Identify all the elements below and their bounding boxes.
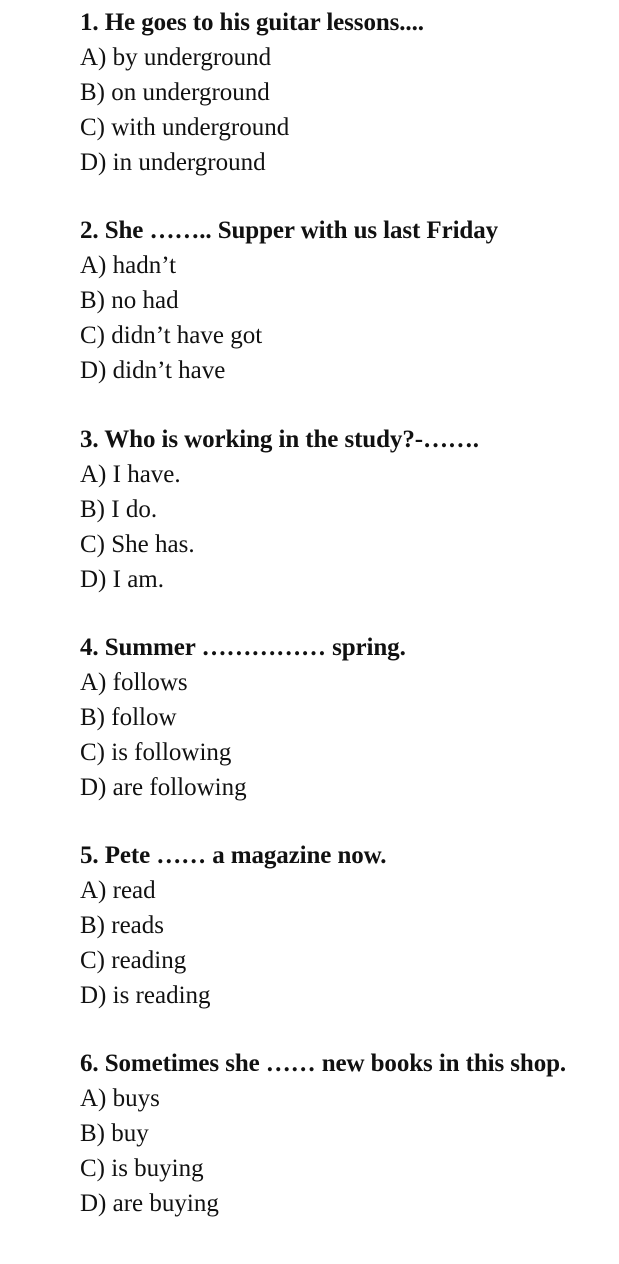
question-title: 4. Summer …………… spring. (80, 634, 406, 661)
question-4 (80, 631, 615, 805)
option-a: A) follows (80, 669, 188, 696)
option-d: D) in underground (80, 149, 266, 176)
option-b: B) follow (80, 704, 177, 731)
question-title: 6. Sometimes she …… new books in this shop. (80, 1050, 567, 1077)
option-d: D) are buying (80, 1190, 219, 1217)
option-d: D) I am. (80, 566, 164, 593)
option-a: A) by underground (80, 44, 272, 71)
option-d: D) is reading (80, 982, 211, 1009)
option-a: A) hadn’t (80, 252, 177, 279)
question-title: 1. He goes to his guitar lessons.... (80, 9, 424, 36)
question-3 (80, 423, 615, 597)
question-6 (80, 1047, 615, 1221)
question-1 (80, 6, 615, 180)
option-a: A) I have. (80, 461, 181, 488)
option-c: C) She has. (80, 531, 195, 558)
option-c: C) with underground (80, 114, 290, 141)
question-2 (80, 214, 615, 388)
question-title: 3. Who is working in the study?-……. (80, 426, 479, 453)
question-title: 2. She …….. Supper with us last Friday (80, 217, 499, 244)
option-c: C) is buying (80, 1155, 204, 1182)
option-b: B) buy (80, 1120, 149, 1147)
option-d: D) didn’t have (80, 357, 226, 384)
option-b: B) no had (80, 287, 179, 314)
option-c: C) is following (80, 739, 232, 766)
option-b: B) reads (80, 912, 164, 939)
option-d: D) are following (80, 774, 247, 801)
option-b: B) on underground (80, 79, 270, 106)
question-5 (80, 839, 615, 1013)
question-title: 5. Pete …… a magazine now. (80, 842, 387, 869)
option-c: C) didn’t have got (80, 322, 263, 349)
option-c: C) reading (80, 947, 187, 974)
option-a: A) read (80, 877, 156, 904)
option-b: B) I do. (80, 496, 158, 523)
option-a: A) buys (80, 1085, 160, 1112)
